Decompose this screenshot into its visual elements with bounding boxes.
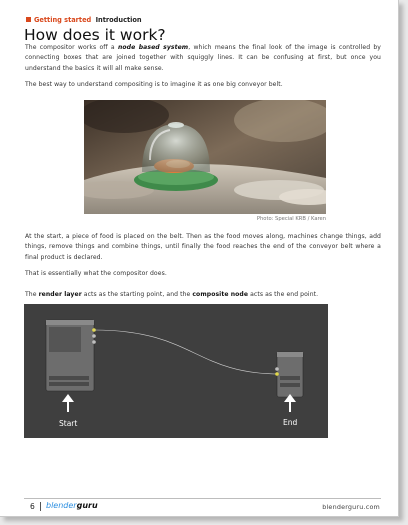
term-composite-node: composite node — [192, 291, 249, 298]
footer-divider — [24, 498, 381, 499]
node-editor-screenshot — [24, 304, 328, 438]
render-layer-node — [46, 320, 96, 391]
sushi-conveyor-photo — [84, 100, 326, 214]
emphasis-node-based-system: node based system — [117, 44, 189, 51]
start-label: Start — [59, 419, 78, 428]
breadcrumb-section: Getting started — [34, 16, 92, 24]
paragraph-text: The — [25, 291, 39, 298]
paragraph-node-system — [25, 43, 381, 74]
paragraph-text: , which means the final look of the image is controlled by connecting boxes that are joined together with squiggly lines. It can be confusing at first, but once you understand the basics it will all make sense. — [25, 44, 381, 72]
photo-credit: Photo: Special KRB / Karen — [256, 216, 326, 222]
logo-part-guru: guru — [76, 501, 98, 510]
paragraph-render-layer — [25, 290, 381, 300]
breadcrumb — [26, 16, 142, 25]
end-label: End — [283, 418, 298, 427]
section-marker — [26, 17, 31, 22]
paragraph-compositor: That is essentially what the compositor does. — [25, 270, 167, 277]
breadcrumb-chapter: Introduction — [95, 16, 142, 24]
page-title: How does it work? — [24, 26, 166, 44]
paragraph-text: The compositor works off a — [25, 44, 118, 51]
page-number: 6 — [30, 502, 35, 511]
paragraph-text: acts as the starting point, and the — [81, 291, 193, 298]
paragraph-food-analogy: At the start, a piece of food is placed on the belt. Then as the food moves along, machines change things, add things, remove things and combine things, until finally the food reaches the end of the conveyor belt where a final product is declared. — [25, 233, 381, 261]
paragraph-conveyor: The best way to understand compositing is to imagine it as one big conveyor belt. — [25, 81, 283, 88]
blenderguru-logo — [46, 500, 98, 512]
paragraph-text: acts as the end point. — [248, 291, 319, 298]
term-render-layer: render layer — [38, 291, 82, 298]
footer-site-url: blenderguru.com — [322, 503, 380, 511]
logo-part-blender: blender — [46, 501, 77, 510]
composite-node — [275, 352, 303, 397]
footer-separator — [40, 502, 41, 511]
